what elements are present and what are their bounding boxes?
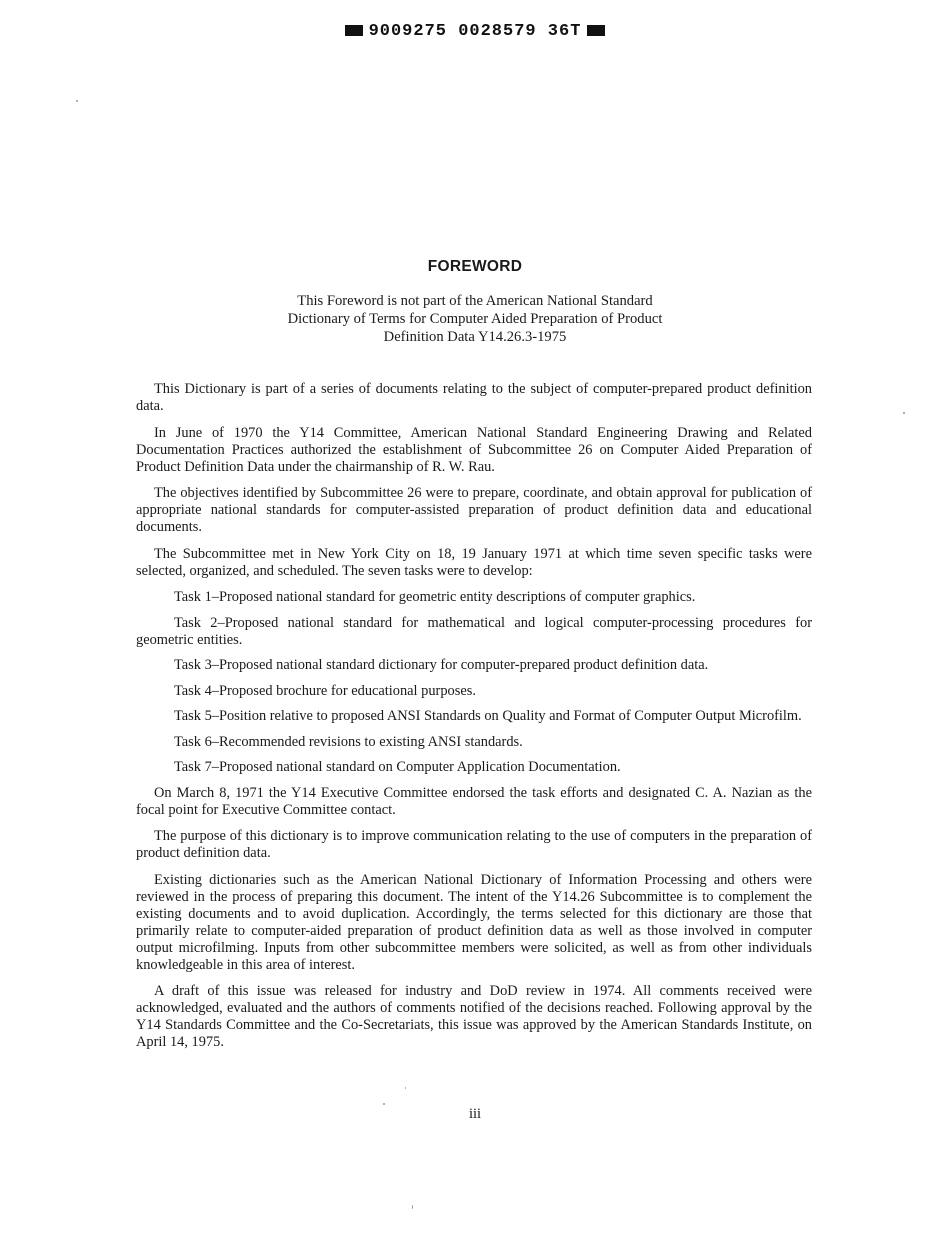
redaction-bar-left [345, 25, 363, 36]
task-item: Task 6–Recommended revisions to existing ANSI standards. [174, 733, 523, 750]
paragraph: In June of 1970 the Y14 Committee, American National Standard Engineering Drawing and Related Documentation Practices authorized the establishment of Subcommittee 26 on Computer Aided Preparation of Product Definition Data under the chairmanship of R. W. Rau. [136, 424, 812, 475]
paragraph: The purpose of this dictionary is to improve communication relating to the use of computers in the preparation of product definition data. [136, 828, 812, 861]
scan-speck [412, 1205, 413, 1209]
paragraph: On March 8, 1971 the Y14 Executive Committee endorsed the task efforts and designated C. A. Nazian as the focal point for Executive Committee contact. [136, 784, 812, 818]
page-number: iii [468, 1106, 482, 1122]
task-item: Task 3–Proposed national standard dictionary for computer-prepared product definition data. [174, 657, 709, 673]
task-item: Task 2–Proposed national standard for mathematical and logical computer-processing procedures for geometric entities. [136, 614, 812, 648]
control-code-text: 9009275 0028579 36T [368, 22, 582, 41]
scan-speck [383, 1103, 385, 1105]
redaction-bar-right [587, 25, 605, 36]
paragraph: This Dictionary is part of a series of documents relating to the subject of computer-prepared product definition data. [136, 381, 812, 414]
foreword-note [0, 292, 950, 346]
note-line: Definition Data Y14.26.3-1975 [383, 329, 567, 345]
paragraph: Existing dictionaries such as the American National Dictionary of Information Processing and others were reviewed in the process of preparing this document. The intent of the Y14.26 Subcommittee is to complement the existing documents and to avoid duplication. Accordingly, the terms selected for this dictionary are those that primarily relate to computer-aided preparation of product definition data as well as those involved in computer output microfilming. Inputs from other subcommittee members were solicited, as well as from other individuals knowledgeable in this area of interest. [136, 871, 812, 973]
task-item: Task 4–Proposed brochure for educational purposes. [174, 682, 476, 699]
document-control-code [0, 22, 950, 41]
note-line: This Foreword is not part of the American National Standard [297, 293, 653, 309]
task-item: Task 7–Proposed national standard on Computer Application Documentation. [174, 759, 621, 775]
scan-speck [903, 412, 905, 414]
task-item: Task 5–Position relative to proposed ANSI Standards on Quality and Format of Computer Output Microfilm. [174, 708, 802, 724]
task-item: Task 1–Proposed national standard for geometric entity descriptions of computer graphics. [174, 589, 696, 605]
note-line: Dictionary of Terms for Computer Aided Preparation of Product [287, 311, 663, 327]
page-title: FOREWORD [427, 258, 523, 275]
paragraph: The objectives identified by Subcommittee 26 were to prepare, coordinate, and obtain approval for publication of appropriate national standards for computer-assisted preparation of product definition data and educational documents. [136, 485, 812, 535]
paragraph: The Subcommittee met in New York City on 18, 19 January 1971 at which time seven specific tasks were selected, organized, and scheduled. The seven tasks were to develop: [136, 545, 812, 579]
scan-speck [405, 1087, 406, 1089]
paragraph: A draft of this issue was released for industry and DoD review in 1974. All comments received were acknowledged, evaluated and the authors of comments notified of the decisions reached. Following approval by the Y14 Standards Committee and the Co-Secretariats, this issue was approved by the American Standards Institute, on April 14, 1975. [136, 983, 812, 1050]
foreword-body [136, 381, 812, 1061]
scan-speck [76, 100, 78, 102]
